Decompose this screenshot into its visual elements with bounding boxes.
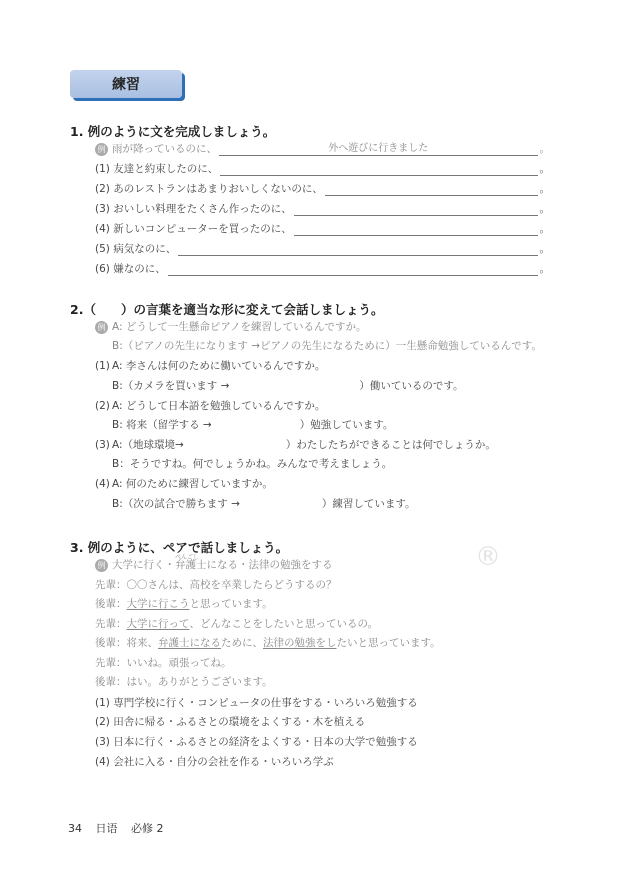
item-text: (1) 専門学校に行く・コンピュータの仕事をする・いろいろ勉強する [95, 697, 418, 709]
exercise-1-item [95, 202, 550, 216]
period: 。 [539, 223, 550, 235]
line-a: A: 何のために練習していますか。 [112, 478, 273, 490]
item-number: (4) [95, 478, 110, 490]
exercise-2-item-3-a [95, 438, 496, 452]
period: 。 [539, 243, 550, 255]
exercise-3-example [95, 554, 333, 572]
ruby-base: 弁護士 [175, 559, 207, 571]
item-prompt: (2) あのレストランはあまりおいしくないのに、 [95, 183, 323, 195]
ruby-word [175, 554, 207, 572]
example-line-b: B:（ピアノの先生になります →ピアノの先生になるために）一生懸命勉強しているんです。 [112, 340, 542, 352]
period: 。 [539, 203, 550, 215]
item-prompt: (5) 病気なのに、 [95, 243, 177, 255]
item-number: (1) [95, 360, 110, 372]
exercise-2-example-a [95, 320, 367, 334]
exercise-2-item-4-a [95, 477, 273, 491]
answer-blank[interactable] [220, 162, 537, 176]
period: 。 [539, 263, 550, 275]
exercise-2-item-1-a [95, 359, 325, 373]
exercise-2-item-1-b [112, 379, 464, 393]
furigana: べんごし [175, 554, 200, 561]
dialogue-text: 先輩：〇〇さんは、高校を卒業したらどうするの？ [95, 579, 337, 591]
example-badge-icon: 例 [95, 559, 108, 572]
example-text: 大学に行く・ [112, 559, 175, 571]
item-number: (3) [95, 439, 110, 451]
line-b-prefix: B:（次の試合で勝ちます → [112, 498, 240, 510]
item-text: (2) 田舎に帰る・ふるさとの環境をよくする・木を植える [95, 716, 366, 728]
period: 。 [539, 143, 550, 155]
dialogue-text: と思っています。 [189, 598, 273, 610]
answer-blank[interactable] [294, 202, 538, 216]
answer-blank[interactable] [325, 182, 538, 196]
underlined-phrase: 法律の勉強をし [263, 637, 337, 649]
example-prompt: 雨が降っているのに、 [112, 143, 217, 155]
exercise-1-item [95, 162, 550, 176]
book-volume: 必修 2 [131, 822, 164, 835]
speaker: 後輩：将来、 [95, 637, 158, 649]
exercise-1-item [95, 182, 550, 196]
underlined-phrase: 弁護士になる [158, 637, 221, 649]
dialogue-text: ために、 [221, 637, 263, 649]
period: 。 [539, 183, 550, 195]
exercise-2-item-3-b [112, 457, 392, 471]
dialogue-line [95, 675, 273, 689]
dialogue-line [95, 597, 273, 611]
exercise-3-item [95, 755, 334, 769]
exercise-1-heading: 1. 例のように文を完成しましょう。 [70, 124, 276, 139]
line-a: A: どうして日本語を勉強しているんですか。 [112, 400, 326, 412]
example-answer: 外へ遊びに行きました [219, 142, 538, 156]
line-b-suffix: ）働いているのです。 [359, 380, 464, 392]
example-line-a: A: どうして一生懸命ピアノを練習しているんですか。 [112, 321, 367, 333]
line-b-suffix: ）勉強しています。 [299, 419, 394, 431]
answer-blank[interactable] [294, 222, 538, 236]
page-footer [68, 820, 174, 836]
item-prompt: (1) 友達と約束したのに、 [95, 163, 219, 175]
exercise-1-item [95, 262, 550, 276]
dialogue-line [95, 578, 337, 592]
book-title: 日语 [95, 822, 118, 835]
exercise-2-item-2-a [95, 399, 325, 413]
dialogue-text: 、どんなことをしたいと思っているの。 [189, 618, 379, 630]
answer-blank[interactable] [168, 262, 538, 276]
answer-blank[interactable] [178, 242, 537, 256]
dialogue-text: 先輩：いいね。頑張ってね。 [95, 657, 232, 669]
line-b-suffix: ）練習しています。 [321, 498, 416, 510]
line-a-prefix: A:（地球環境→ [112, 439, 184, 451]
speaker: 後輩： [95, 598, 127, 610]
item-text: (4) 会社に入る・自分の会社を作る・いろいろ学ぶ [95, 756, 334, 768]
speaker: 先輩： [95, 618, 127, 630]
line-b-prefix: B:（カメラを買います → [112, 380, 230, 392]
example-text: になる・法律の勉強をする [206, 559, 333, 571]
item-text: (3) 日本に行く・ふるさとの経済をよくする・日本の大学で勉強する [95, 736, 418, 748]
line-a-suffix: ）わたしたちができることは何でしょうか。 [285, 439, 496, 451]
underlined-phrase: 大学に行こう [126, 598, 190, 610]
exercise-3-item [95, 696, 418, 710]
section-title: 練習 [112, 77, 140, 93]
exercise-3-item [95, 735, 418, 749]
dialogue-text: たいと思っています。 [336, 637, 441, 649]
line-b: B：そうですね。何でしょうかね。みんなで考えましょう。 [112, 458, 393, 470]
dialogue-line [95, 636, 441, 650]
page-number: 34 [68, 822, 82, 835]
exercise-3-heading: 3. 例のように、ペアで話しましょう。 [70, 540, 289, 555]
section-title-badge [70, 70, 182, 98]
dialogue-text: 後輩：はい。ありがとうございます。 [95, 676, 273, 688]
exercise-1-example [95, 142, 550, 156]
dialogue-line [95, 656, 232, 670]
exercise-1-item [95, 222, 550, 236]
watermark-registered-mark: ® [475, 542, 501, 572]
exercise-2-item-2-b [112, 418, 393, 432]
item-prompt: (3) おいしい料理をたくさん作ったのに、 [95, 203, 292, 215]
example-badge-icon: 例 [95, 321, 108, 334]
exercise-2-heading: 2.（ ）の言葉を適当な形に変えて会話しましょう。 [70, 302, 384, 317]
exercise-2-example-b [112, 339, 542, 353]
exercise-2-item-4-b [112, 497, 416, 511]
dialogue-line [95, 617, 378, 631]
exercise-1-item [95, 242, 550, 256]
period: 。 [539, 163, 550, 175]
item-prompt: (4) 新しいコンピューターを買ったのに、 [95, 223, 292, 235]
example-badge-icon: 例 [95, 143, 108, 156]
item-prompt: (6) 嫌なのに、 [95, 263, 166, 275]
line-b-prefix: B: 将来（留学する → [112, 419, 212, 431]
line-a: A: 李さんは何のために働いているんですか。 [112, 360, 326, 372]
item-number: (2) [95, 400, 110, 412]
exercise-3-item [95, 715, 365, 729]
underlined-phrase: 大学に行って [126, 618, 190, 630]
